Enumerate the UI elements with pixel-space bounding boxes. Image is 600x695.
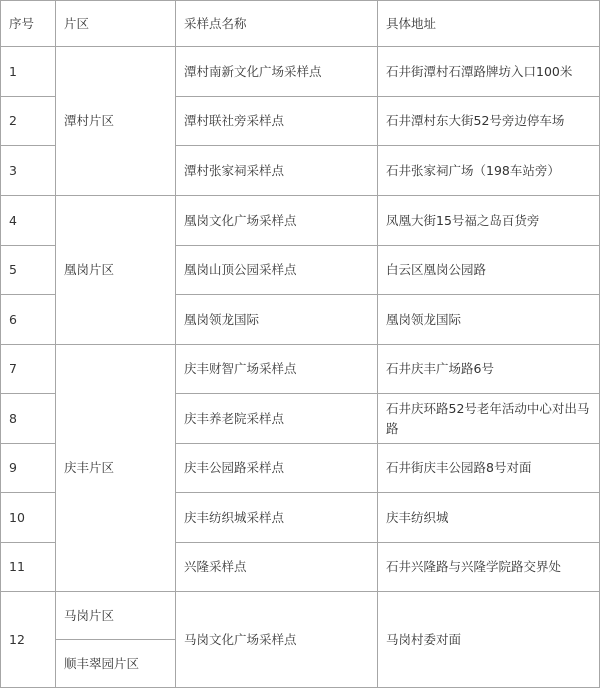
site-address: 马岗村委对面	[378, 592, 600, 688]
site-name: 凰岗领龙国际	[176, 295, 378, 345]
site-name: 凰岗山顶公园采样点	[176, 246, 378, 295]
row-no: 6	[1, 295, 56, 345]
site-name: 潭村张家祠采样点	[176, 146, 378, 196]
site-address: 石井街潭村石潭路牌坊入口100米	[378, 47, 600, 97]
site-address: 石井街庆丰公园路8号对面	[378, 444, 600, 493]
row-no: 2	[1, 97, 56, 146]
site-name: 潭村联社旁采样点	[176, 97, 378, 146]
row-no: 1	[1, 47, 56, 97]
site-address: 凤凰大街15号福之岛百货旁	[378, 196, 600, 246]
district-cell: 凰岗片区	[56, 196, 176, 345]
site-address: 凰岗领龙国际	[378, 295, 600, 345]
table-row	[1, 47, 600, 97]
row-no: 4	[1, 196, 56, 246]
row-no: 7	[1, 345, 56, 394]
site-name: 庆丰公园路采样点	[176, 444, 378, 493]
district-cell: 庆丰片区	[56, 345, 176, 592]
row-no: 5	[1, 246, 56, 295]
site-address: 石井兴隆路与兴隆学院路交界处	[378, 543, 600, 592]
row-no: 12	[1, 592, 56, 688]
row-no: 8	[1, 394, 56, 444]
table-header-row	[1, 1, 600, 47]
district-cell: 马岗片区	[56, 592, 176, 640]
site-name: 兴隆采样点	[176, 543, 378, 592]
table-row	[1, 592, 600, 640]
site-name: 凰岗文化广场采样点	[176, 196, 378, 246]
row-no: 11	[1, 543, 56, 592]
site-name: 潭村南新文化广场采样点	[176, 47, 378, 97]
table-row	[1, 196, 600, 246]
row-no: 9	[1, 444, 56, 493]
site-address: 石井庆丰广场路6号	[378, 345, 600, 394]
site-address: 庆丰纺织城	[378, 493, 600, 543]
site-address: 石井张家祠广场（198车站旁）	[378, 146, 600, 196]
site-address: 白云区凰岗公园路	[378, 246, 600, 295]
site-address: 石井庆环路52号老年活动中心对出马路	[378, 394, 600, 444]
row-no: 3	[1, 146, 56, 196]
site-name: 庆丰养老院采样点	[176, 394, 378, 444]
site-name: 马岗文化广场采样点	[176, 592, 378, 688]
header-address: 具体地址	[378, 1, 600, 47]
district-cell: 顺丰翠园片区	[56, 640, 176, 688]
table-row	[1, 345, 600, 394]
header-site: 采样点名称	[176, 1, 378, 47]
header-district: 片区	[56, 1, 176, 47]
district-cell: 潭村片区	[56, 47, 176, 196]
site-address: 石井潭村东大街52号旁边停车场	[378, 97, 600, 146]
header-no: 序号	[1, 1, 56, 47]
site-name: 庆丰财智广场采样点	[176, 345, 378, 394]
row-no: 10	[1, 493, 56, 543]
site-name: 庆丰纺织城采样点	[176, 493, 378, 543]
